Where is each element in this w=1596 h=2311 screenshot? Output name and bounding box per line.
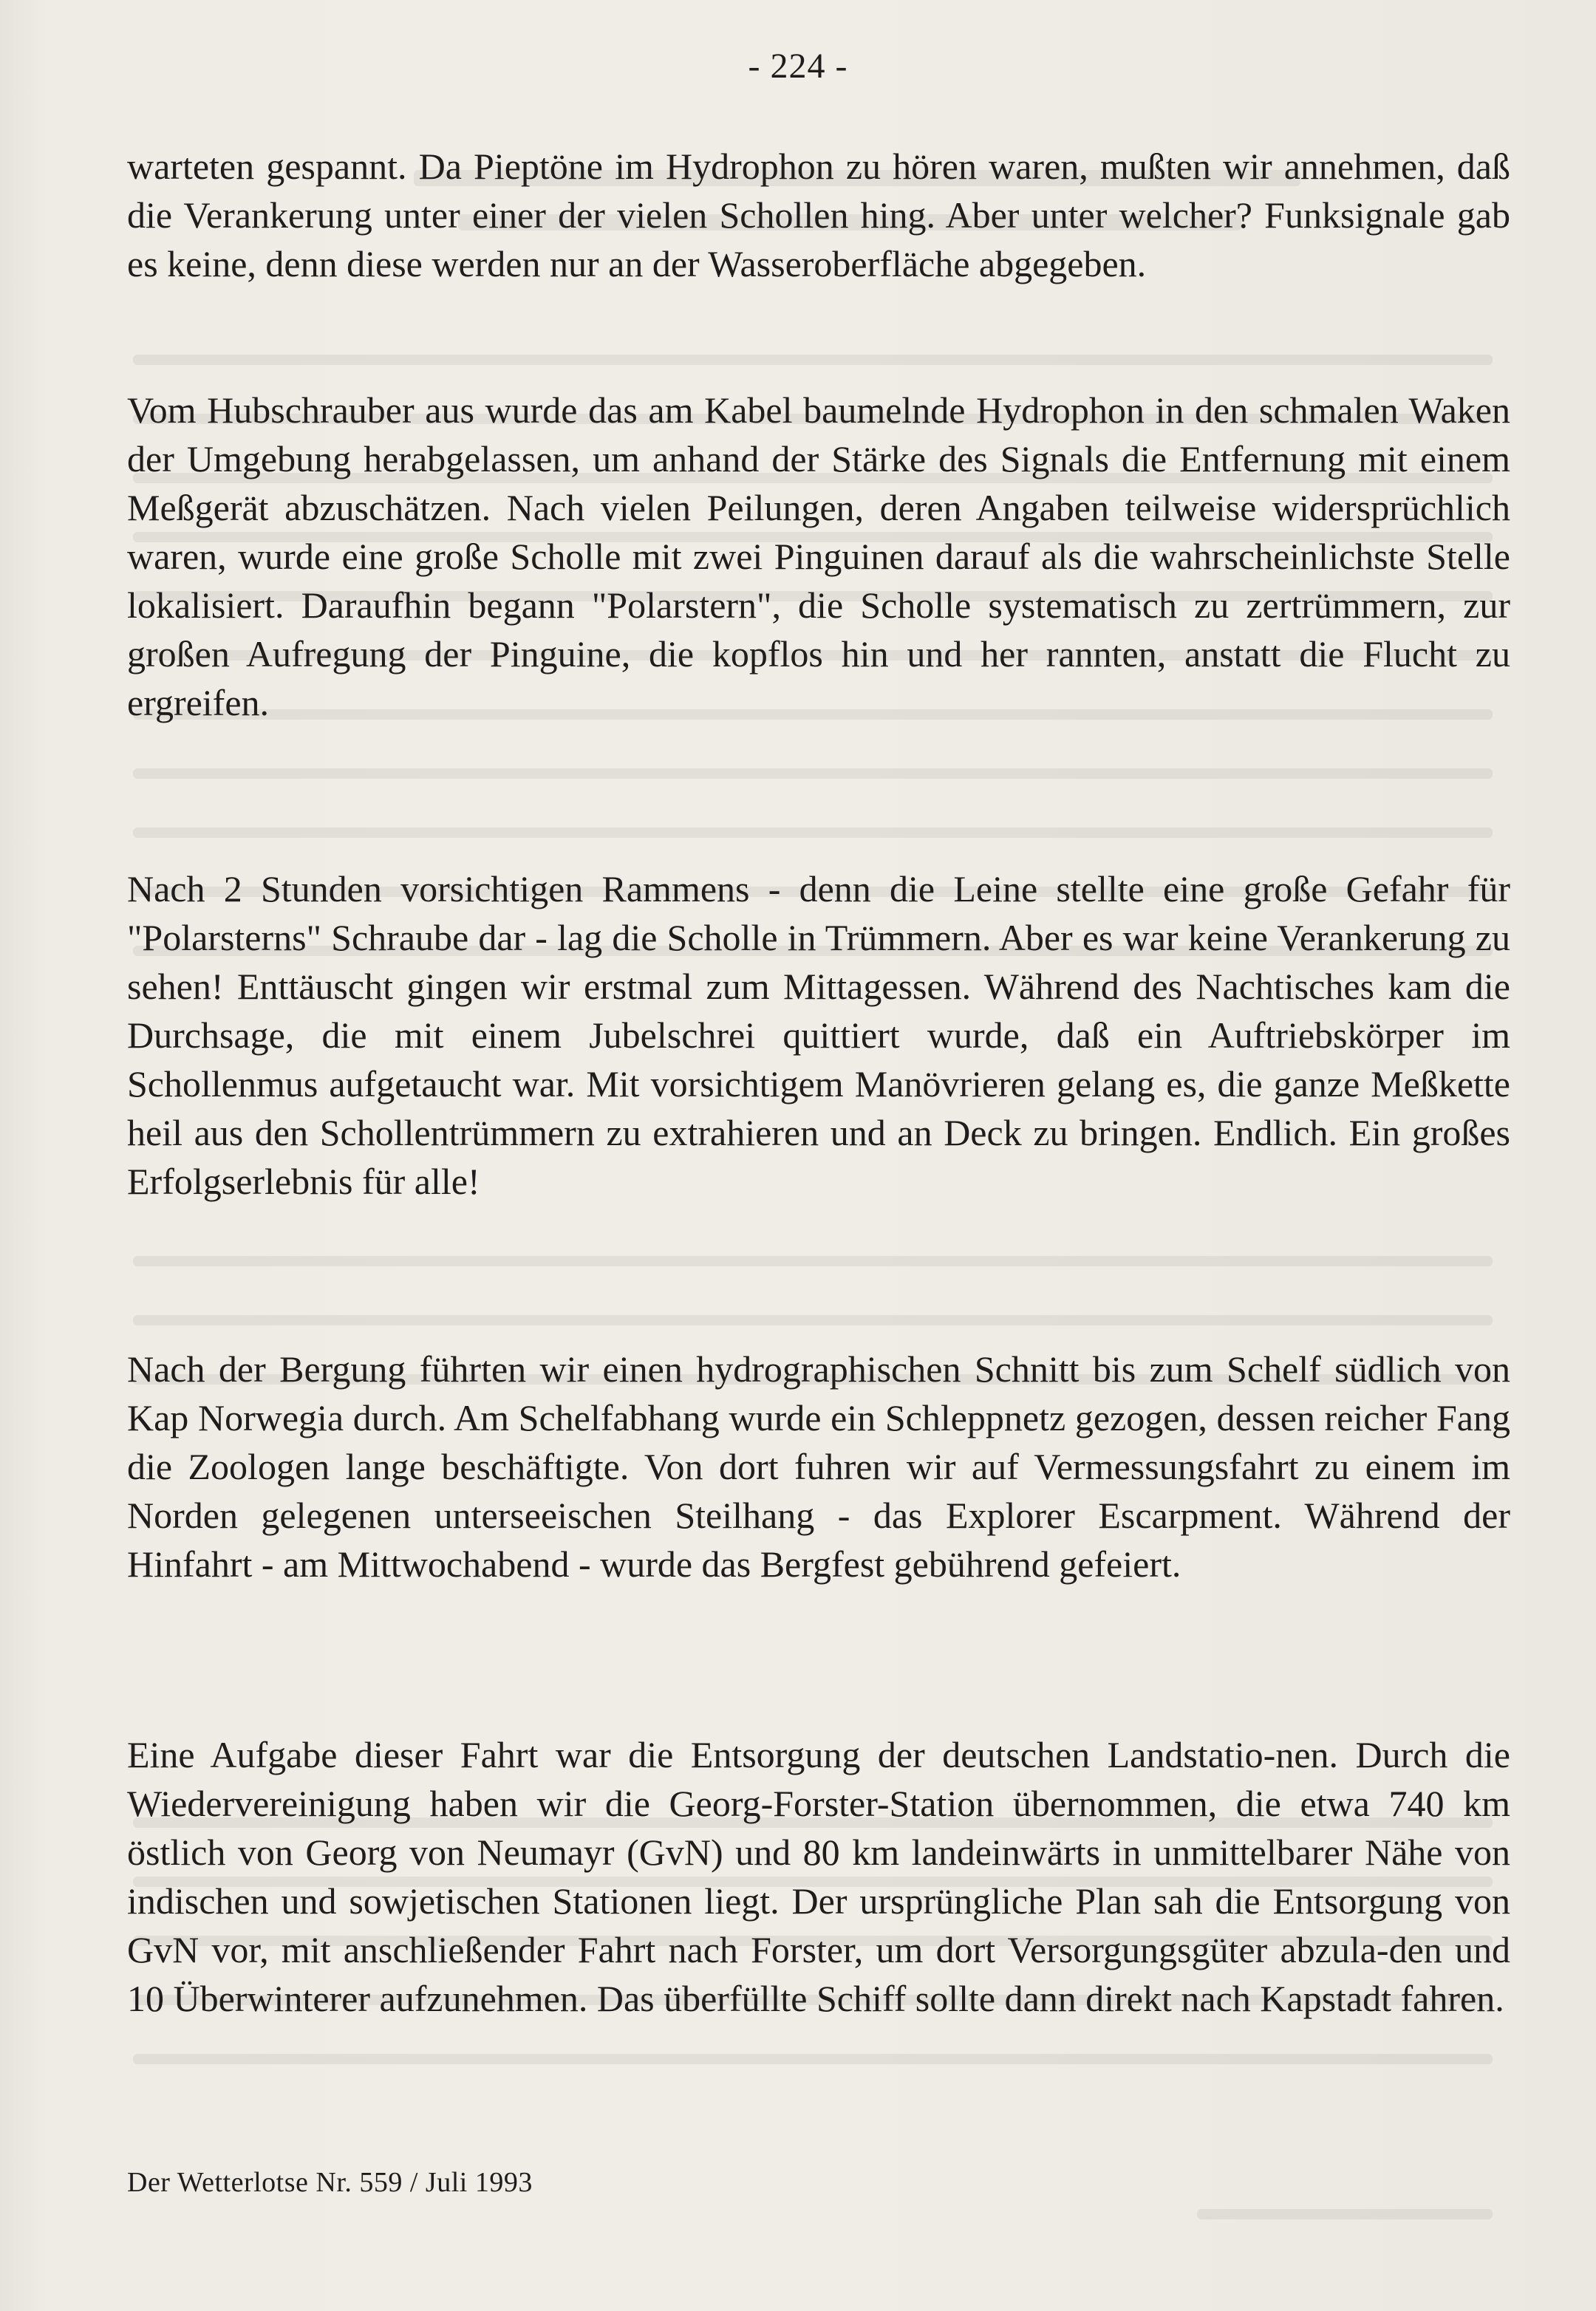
paragraph-3: Nach 2 Stunden vorsichtigen Rammens - denn die Leine stellte eine große Gefahr für "Polarsterns" Schraube dar - lag die Scholle in Trümmern. Aber es war keine Verankerung zu sehen! Enttäuscht gingen wir erstmal zum Mittagessen. Während des Nachtisches kam die Durchsage, die mit einem Jubelschrei quittiert wurde, daß ein Auftriebskörper im Schollenmus aufgetaucht war. Mit vorsichtigem Manövrieren gelang es, die ganze Meßkette heil aus den Schollentrümmern zu extrahieren und an Deck zu bringen. Endlich. Ein großes Erfolgserlebnis für alle! xyxy=(127,868,1510,1202)
paragraph-1: warteten gespannt. Da Pieptöne im Hydrophon zu hören waren, mußten wir annehmen, daß die Verankerung unter einer der vielen Schollen hing. Aber unter welcher? Funksignale gab es keine, denn diese werden nur an der Wasseroberfläche abgegeben. xyxy=(127,146,1510,284)
paragraph-5: Eine Aufgabe dieser Fahrt war die Entsorgung der deutschen Landstatio-nen. Durch die Wiedervereinigung haben wir die Georg-Forster-Station übernommen, die etwa 740 km östlich von Georg von Neumayr (GvN) und 80 km landeinwärts in unmittelbarer Nähe von indischen und sowjetischen Stationen liegt. Der ursprüngliche Plan sah die Entsorgung von GvN vor, mit anschließender Fahrt nach Forster, um dort Versorgungsgüter abzula-den und 10 Überwinterer aufzunehmen. Das überfüllte Schiff sollte dann direkt nach Kapstadt fahren. xyxy=(127,1734,1510,2019)
paragraph-2: Vom Hubschrauber aus wurde das am Kabel baumelnde Hydrophon in den schmalen Waken der Umgebung herabgelassen, um anhand der Stärke des Signals die Entfernung mit einem Meßgerät abzuschätzen. Nach vielen Peilungen, deren Angaben teilweise widersprüchlich waren, wurde eine große Scholle mit zwei Pinguinen darauf als die wahrscheinlichste Stelle lokalisiert. Daraufhin begann "Polarstern", die Scholle systematisch zu zertrümmern, zur großen Aufregung der Pinguine, die kopflos hin und her rannten, anstatt die Flucht zu ergreifen. xyxy=(127,389,1510,723)
page-footer: Der Wetterlotse Nr. 559 / Juli 1993 xyxy=(127,2167,533,2198)
paragraph-4: Nach der Bergung führten wir einen hydrographischen Schnitt bis zum Schelf südlich von Kap Norwegia durch. Am Schelfabhang wurde ein Schleppnetz gezogen, dessen reicher Fang die Zoologen lange beschäftigte. Von dort fuhren wir auf Vermessungsfahrt zu einem im Norden gelegenen unterseeischen Steilhang - das Explorer Escarpment. Während der Hinfahrt - am Mittwochabend - wurde das Bergfest gebührend gefeiert. xyxy=(127,1348,1510,1585)
page-number: - 224 - xyxy=(748,47,848,86)
